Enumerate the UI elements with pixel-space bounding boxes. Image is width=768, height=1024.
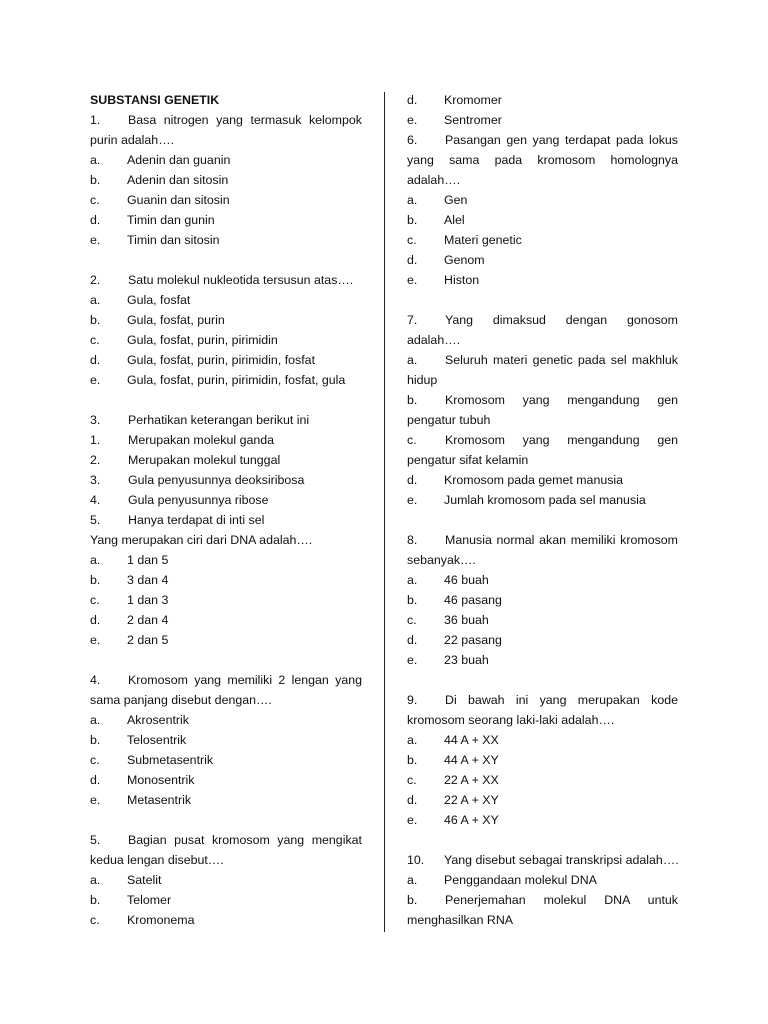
option-10b[interactable]: b. Penerjemahan molekul DNA untuk menghasilkan RNA (407, 893, 678, 927)
option-5b[interactable]: b. Telomer (90, 893, 172, 907)
option-5d[interactable]: d. Kromomer (407, 93, 502, 107)
statement-3: 3. Gula penyusunnya deoksiribosa (90, 473, 305, 487)
option-3d[interactable]: d. 2 dan 4 (90, 613, 169, 627)
option-5a[interactable]: a. Satelit (90, 873, 162, 887)
option-7b[interactable]: b. Kromosom yang mengandung gen pengatur tubuh (407, 393, 678, 427)
option-9c[interactable]: c. 22 A + XX (407, 773, 499, 787)
question-5: 5. Bagian pusat kromosom yang mengikat kedua lengan disebut…. (90, 833, 362, 867)
option-2c[interactable]: c. Gula, fosfat, purin, pirimidin (90, 333, 278, 347)
option-5c[interactable]: c. Kromonema (90, 913, 195, 927)
option-8d[interactable]: d. 22 pasang (407, 633, 502, 647)
option-9a[interactable]: a. 44 A + XX (407, 733, 499, 747)
question-6: 6. Pasangan gen yang terdapat pada lokus yang sama pada kromosom homolognya adalah…. (407, 133, 678, 187)
option-3c[interactable]: c. 1 dan 3 (90, 593, 169, 607)
option-3e[interactable]: e. 2 dan 5 (90, 633, 169, 647)
statement-1: 1. Merupakan molekul ganda (90, 433, 275, 447)
question-text: Basa nitrogen yang termasuk kelompok purin adalah…. (90, 113, 362, 147)
document-title: SUBSTANSI GENETIK (90, 93, 220, 107)
option-6b[interactable]: b. Alel (407, 213, 465, 227)
question-8: 8. Manusia normal akan memiliki kromosom sebanyak…. (407, 533, 678, 567)
option-1b[interactable]: b. Adenin dan sitosin (90, 173, 229, 187)
column-divider (384, 92, 385, 932)
option-1a[interactable]: a. Adenin dan guanin (90, 153, 231, 167)
statement-2: 2. Merupakan molekul tunggal (90, 453, 281, 467)
option-4e[interactable]: e. Metasentrik (90, 793, 192, 807)
option-6e[interactable]: e. Histon (407, 273, 480, 287)
question-3: 3. Perhatikan keterangan berikut ini (90, 413, 310, 427)
option-3b[interactable]: b. 3 dan 4 (90, 573, 169, 587)
question-4: 4. Kromosom yang memiliki 2 lengan yang sama panjang disebut dengan…. (90, 673, 362, 707)
question-10: 10. Yang disebut sebagai transkripsi adalah…. (407, 853, 679, 867)
option-7e[interactable]: e. Jumlah kromosom pada sel manusia (407, 493, 646, 507)
option-4a[interactable]: a. Akrosentrik (90, 713, 189, 727)
option-1c[interactable]: c. Guanin dan sitosin (90, 193, 230, 207)
question-number: 1. (90, 113, 101, 127)
option-2e[interactable]: e. Gula, fosfat, purin, pirimidin, fosfat, gula (90, 373, 346, 387)
option-8b[interactable]: b. 46 pasang (407, 593, 502, 607)
option-6d[interactable]: d. Genom (407, 253, 485, 267)
option-9d[interactable]: d. 22 A + XY (407, 793, 499, 807)
option-8e[interactable]: e. 23 buah (407, 653, 489, 667)
option-3a[interactable]: a. 1 dan 5 (90, 553, 169, 567)
left-column (90, 90, 362, 930)
question-9: 9. Di bawah ini yang merupakan kode kromosom seorang laki-laki adalah…. (407, 693, 678, 727)
option-7a[interactable]: a. Seluruh materi genetic pada sel makhluk hidup (407, 353, 678, 387)
option-9e[interactable]: e. 46 A + XY (407, 813, 499, 827)
option-1e[interactable]: e. Timin dan sitosin (90, 233, 220, 247)
option-7d[interactable]: d. Kromosom pada gemet manusia (407, 473, 624, 487)
question-3-prompt: Yang merupakan ciri dari DNA adalah…. (90, 533, 313, 547)
question-7: 7. Yang dimaksud dengan gonosom adalah…. (407, 313, 678, 347)
option-2d[interactable]: d. Gula, fosfat, purin, pirimidin, fosfat (90, 353, 316, 367)
option-2b[interactable]: b. Gula, fosfat, purin (90, 313, 225, 327)
option-6c[interactable]: c. Materi genetic (407, 233, 522, 247)
statement-5: 5. Hanya terdapat di inti sel (90, 513, 265, 527)
option-6a[interactable]: a. Gen (407, 193, 468, 207)
question-1 (90, 110, 362, 150)
option-10a[interactable]: a. Penggandaan molekul DNA (407, 873, 597, 887)
option-5e[interactable]: e. Sentromer (407, 113, 502, 127)
option-4c[interactable]: c. Submetasentrik (90, 753, 214, 767)
option-2a[interactable]: a. Gula, fosfat (90, 293, 191, 307)
option-9b[interactable]: b. 44 A + XY (407, 753, 499, 767)
option-7c[interactable]: c. Kromosom yang mengandung gen pengatur sifat kelamin (407, 433, 678, 467)
option-4d[interactable]: d. Monosentrik (90, 773, 195, 787)
option-8c[interactable]: c. 36 buah (407, 613, 489, 627)
option-1d[interactable]: d. Timin dan gunin (90, 213, 215, 227)
right-column (407, 90, 678, 930)
option-8a[interactable]: a. 46 buah (407, 573, 489, 587)
statement-4: 4. Gula penyusunnya ribose (90, 493, 269, 507)
option-4b[interactable]: b. Telosentrik (90, 733, 187, 747)
question-2: 2. Satu molekul nukleotida tersusun atas…. (90, 273, 354, 287)
